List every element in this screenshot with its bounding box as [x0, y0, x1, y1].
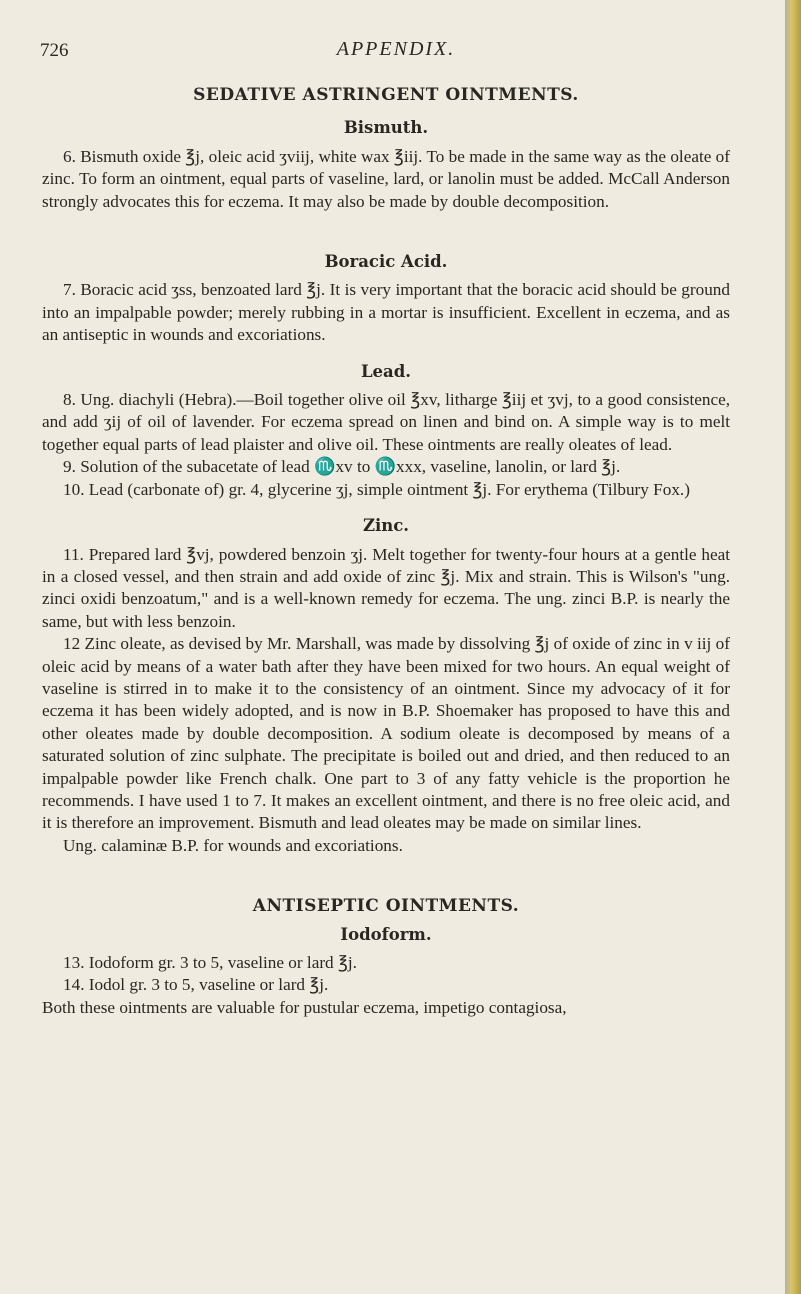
- page-edge: [785, 0, 801, 1294]
- recipe-6: 6. Bismuth oxide ℥j, oleic acid ʒviij, white wax ℥iij. To be made in the same way as the oleate of zinc. To form an ointment, equal parts of vaseline, lard, or lanolin must be added. McCall Anderson strongly advocates this for eczema. It may also be made by double decomposition.: [42, 146, 730, 211]
- page-number: 726: [40, 40, 69, 61]
- running-head: APPENDIX.: [336, 38, 456, 60]
- subheading-boracic-acid: Boracic Acid.: [324, 252, 448, 272]
- section-title-antiseptic: ANTISEPTIC OINTMENTS.: [252, 896, 520, 917]
- section-title-sedative: SEDATIVE ASTRINGENT OINTMENTS.: [193, 85, 579, 105]
- subheading-bismuth: Bismuth.: [343, 118, 429, 138]
- subheading-lead: Lead.: [360, 361, 412, 381]
- recipe-14: 14. Iodol gr. 3 to 5, vaseline or lard ℥j.: [63, 975, 329, 995]
- recipe-11: 11. Prepared lard ℥vj, powdered benzoin ʒj. Melt together for twenty-four hours at a gentle heat in a closed vessel, and then strain and add oxide of zinc ℥j. Mix and strain. This is Wilson's "ung. zinci oxidi benzoatum," and is a well-known remedy for eczema. The ung. zinci B.P. is nearly the same, but with less benzoin.: [42, 544, 730, 631]
- recipe-calamine: Ung. calaminæ B.P. for wounds and excoriations.: [63, 835, 403, 855]
- recipe-9: 9. Solution of the subacetate of lead ♏xv to ♏xxx, vaseline, lanolin, or lard ℥j.: [63, 457, 621, 477]
- recipe-note-both: Both these ointments are valuable for pustular eczema, impetigo contagiosa,: [42, 997, 567, 1017]
- recipe-7: 7. Boracic acid ʒss, benzoated lard ℥j. It is very important that the boracic acid should be ground into an impalpable powder; merely rubbing in a mortar is insufficient. Excellent in eczema, and as an antiseptic in wounds and excoriations.: [42, 280, 730, 345]
- page-body: [42, 84, 730, 1019]
- recipe-8: 8. Ung. diachyli (Hebra).—Boil together olive oil ℥xv, litharge ℥iij et ʒvj, to a good consistence, and add ʒij of oil of lavender. For eczema spread on linen and bind on. A simple way is to melt together equal parts of lead plaister and olive oil. These ointments are really oleates of lead.: [42, 390, 730, 454]
- subheading-iodoform: Iodoform.: [340, 924, 432, 944]
- subheading-zinc: Zinc.: [362, 516, 410, 536]
- recipe-13: 13. Iodoform gr. 3 to 5, vaseline or lard ℥j.: [63, 953, 357, 972]
- recipe-10: 10. Lead (carbonate of) gr. 4, glycerine ʒj, simple ointment ℥j. For erythema (Tilbury Fox.): [63, 479, 690, 499]
- page-header: [40, 38, 752, 68]
- recipe-12: 12 Zinc oleate, as devised by Mr. Marshall, was made by dissolving ℥j of oxide of zinc in v iij of oleic acid by means of a water bath after they have been mixed for two hours. An equal weight of vaseline is stirred in to make it to the consistency of an ointment. Since my advocacy of it for eczema it has been widely adopted, and is now in B.P. Shoemaker has proposed to have this and other oleates made by double decomposition. A sodium oleate is decomposed by means of a saturated solution of zinc sulphate. The precipitate is boiled out and dried, and then reduced to an impalpable powder like French chalk. One part to 3 of any fatty vehicle is the proportion he recommends. I have used 1 to 7. It makes an excellent ointment, and there is no free oleic acid, and it is therefore an improvement. Bismuth and lead oleates may be made on similar lines.: [42, 634, 730, 833]
